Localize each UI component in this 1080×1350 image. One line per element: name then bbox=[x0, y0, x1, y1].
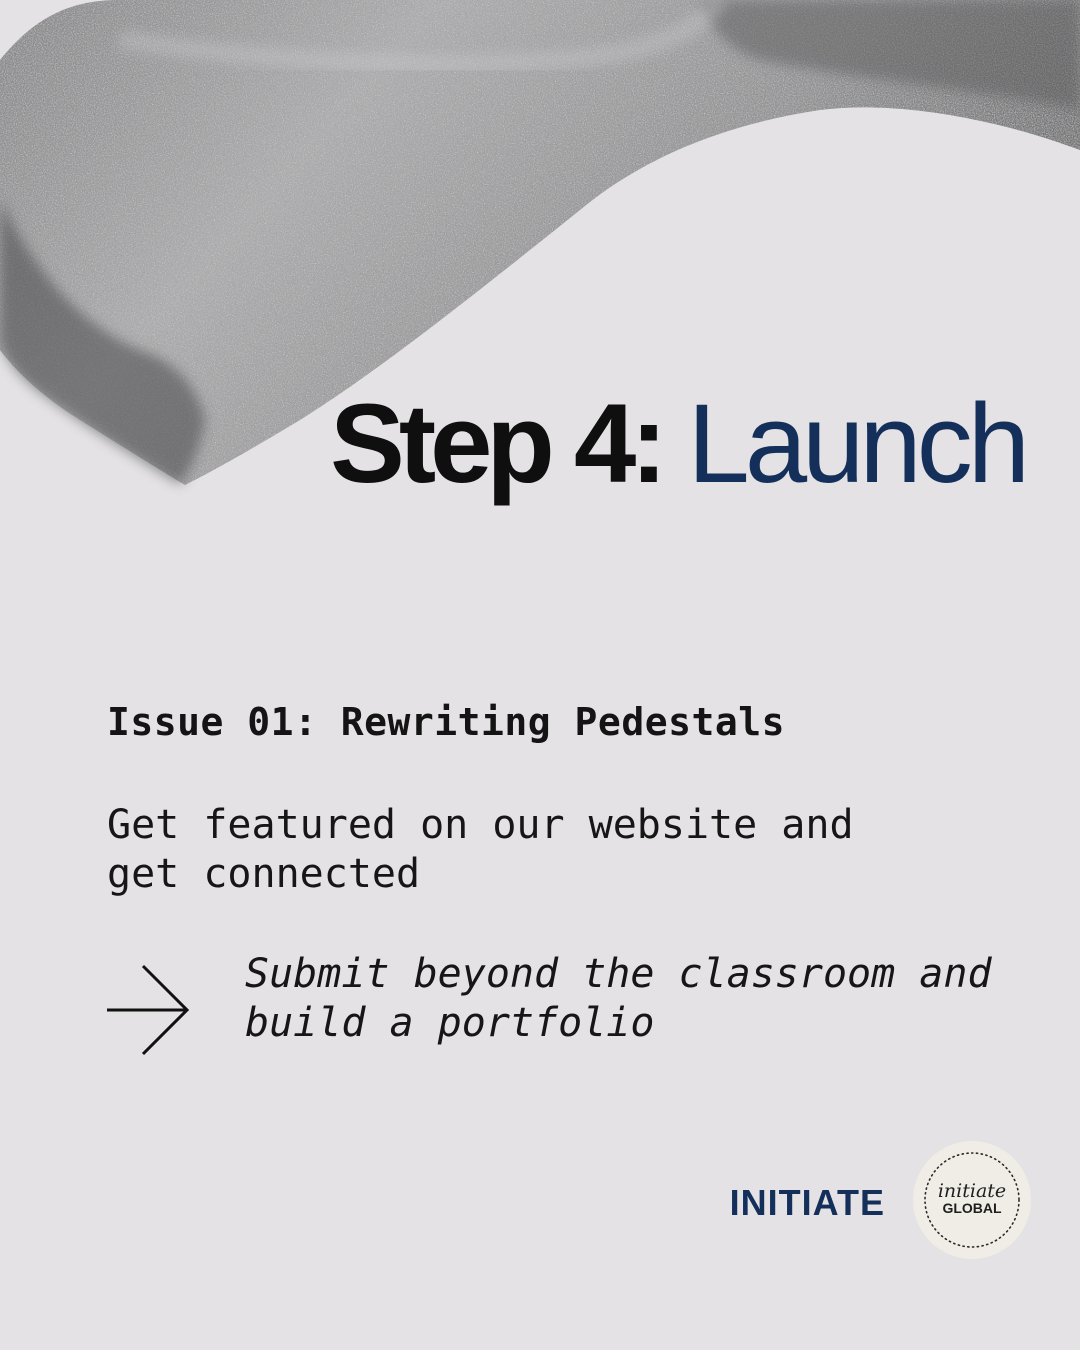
logo-caps-text: GLOBAL bbox=[942, 1200, 1002, 1216]
initiate-global-seal bbox=[912, 1140, 1032, 1260]
issue-title: Issue 01: Rewriting Pedestals bbox=[107, 700, 785, 744]
headline-step: Step 4: bbox=[330, 381, 662, 506]
body-text: Get featured on our website and get connected bbox=[107, 802, 854, 897]
headline-launch: Launch bbox=[687, 381, 1025, 506]
brand-wordmark: INITIATE bbox=[729, 1182, 885, 1223]
headline bbox=[330, 381, 1025, 506]
logo-script-text: initiate bbox=[937, 1180, 1007, 1202]
call-to-action: Submit beyond the classroom and build a portfolio bbox=[245, 951, 992, 1046]
arrow-right-icon bbox=[105, 964, 193, 1056]
